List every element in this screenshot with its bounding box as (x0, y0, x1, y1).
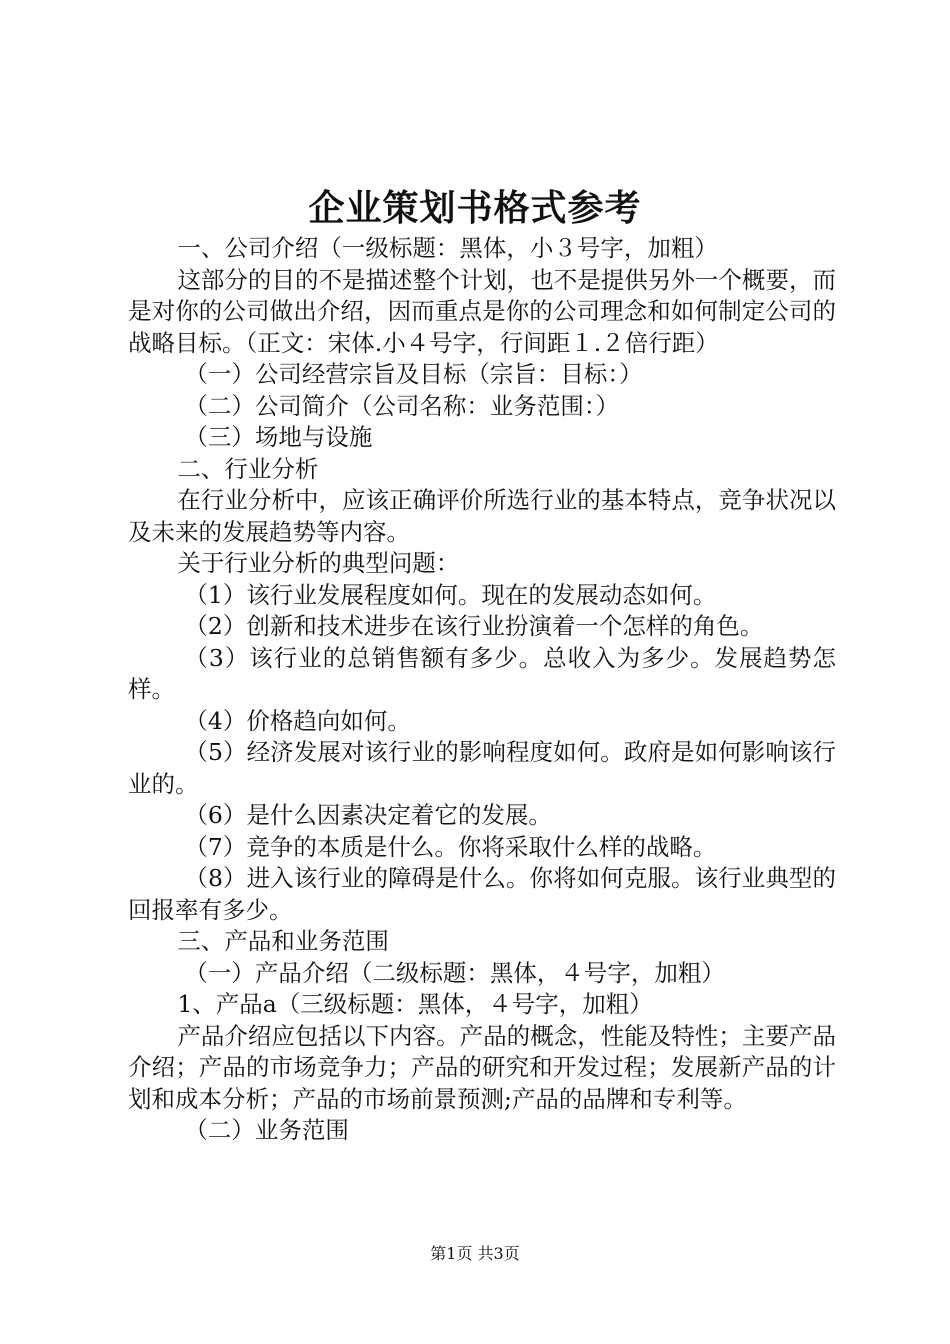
subheading-facilities: （三）场地与设施 (184, 423, 373, 451)
heading-1-company-intro: 一、公司介绍（一级标题：黑体，小３号字，加粗） (177, 234, 718, 262)
heading-1-products: 三、产品和业务范围 (177, 927, 389, 955)
paragraph-company-intro: 这部分的目的不是描述整个计划，也不是提供另外一个概要，而是对你的公司做出介绍，因而重点是你的公司理念和如何制定公司的战略目标。（正文：宋体.小４号字，行间距１.２倍行距） (128, 265, 836, 357)
heading-1-industry-analysis: 二、行业分析 (177, 454, 319, 483)
paragraph-product-content: 产品介绍应包括以下内容。产品的概念，性能及特性；主要产品介绍；产品的市场竞争力；产品的研究和开发过程；发展新产品的计划和成本分析；产品的市场前景预测;产品的品牌和专利等。 (128, 1021, 836, 1113)
subheading-product-intro: （一）产品介绍（二级标题：黑体，４号字，加粗） (184, 958, 725, 987)
document-title: 企业策划书格式参考 (308, 188, 642, 229)
question-item: （2）创新和技术进步在该行业扮演着一个怎样的角色。 (184, 612, 764, 640)
question-item: （7）竞争的本质是什么。你将采取什么样的战略。 (184, 832, 717, 861)
question-item: （3）该行业的总销售额有多少。总收入为多少。发展趋势怎样。 (128, 643, 836, 703)
subheading-company-profile: （二）公司简介（公司名称：业务范围：） (184, 391, 620, 420)
page-number-footer: 第1页 共3页 (430, 1244, 520, 1263)
document-body (128, 233, 836, 1147)
subheading-product-a: 1、产品a（三级标题：黑体，４号字，加粗） (177, 990, 653, 1018)
question-item: （4）价格趋向如何。 (184, 706, 411, 735)
subheading-purpose-goals: （一）公司经营宗旨及目标（宗旨：目标：） (184, 360, 643, 388)
question-item: （8）进入该行业的障碍是什么。你将如何克服。该行业典型的回报率有多少。 (128, 864, 836, 924)
paragraph-typical-questions: 关于行业分析的典型问题： (177, 549, 460, 577)
question-item: （1）该行业发展程度如何。现在的发展动态如何。 (184, 580, 717, 609)
question-item: （5）经济发展对该行业的影响程度如何。政府是如何影响该行业的。 (128, 738, 836, 798)
question-item: （6）是什么因素决定着它的发展。 (184, 801, 552, 829)
subheading-business-scope: （二）业务范围 (184, 1116, 349, 1144)
paragraph-industry-analysis: 在行业分析中，应该正确评价所选行业的基本特点，竞争状况以及未来的发展趋势等内容。 (128, 486, 836, 546)
